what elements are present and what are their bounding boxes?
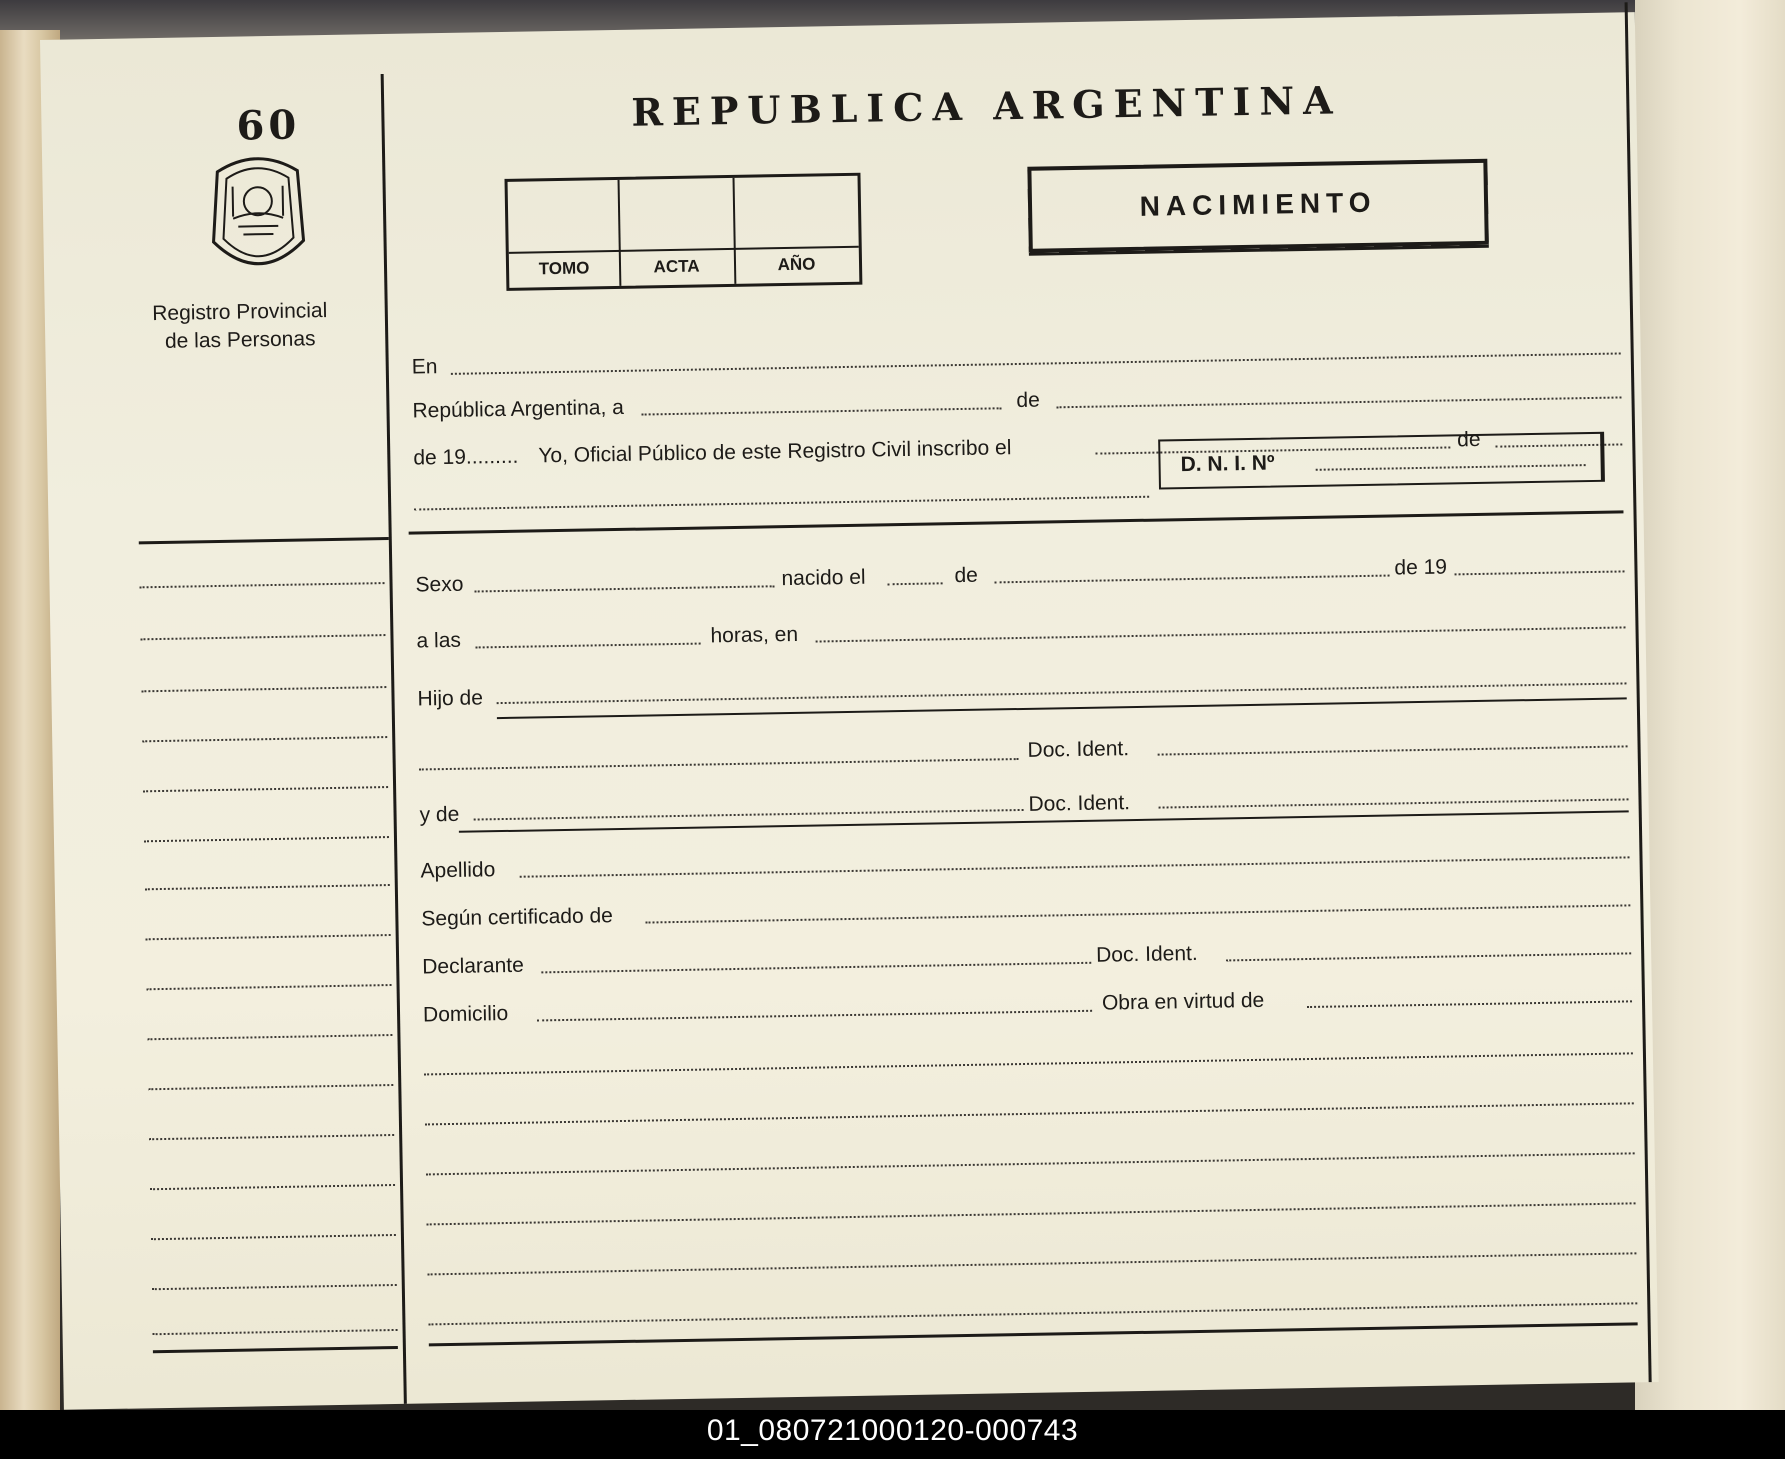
label-nacido: nacido el	[781, 565, 866, 591]
anio-cell[interactable]	[733, 176, 860, 284]
field-doc-ident-3[interactable]	[1226, 952, 1631, 961]
label-de19-b: de 19	[1394, 555, 1448, 580]
label-a-las: a las	[416, 628, 462, 653]
left-column-separator	[139, 537, 389, 544]
margin-line[interactable]	[148, 1084, 393, 1090]
margin-line[interactable]	[153, 1329, 398, 1335]
label-de-2: de	[1456, 427, 1481, 452]
tomo-label: TOMO	[538, 258, 590, 279]
label-doc-ident-2: Doc. Ident.	[1028, 791, 1131, 816]
blank-line[interactable]	[426, 1152, 1635, 1175]
birth-record-form	[40, 12, 1659, 1410]
anio-label: AÑO	[777, 254, 816, 275]
label-y-de: y de	[419, 802, 460, 827]
field-sexo[interactable]	[475, 585, 775, 592]
blank-line[interactable]	[427, 1202, 1636, 1225]
label-sexo: Sexo	[415, 572, 464, 597]
image-caption: 01_080721000120-000743	[706, 1414, 1079, 1447]
field-month[interactable]	[1057, 396, 1622, 408]
dni-box	[1158, 432, 1605, 490]
registry-line-2: de las Personas	[164, 327, 316, 353]
margin-line[interactable]	[142, 736, 387, 742]
label-apellido: Apellido	[420, 858, 496, 883]
field-obra[interactable]	[1307, 1000, 1632, 1008]
field-madre[interactable]	[474, 809, 1024, 821]
field-hora[interactable]	[476, 643, 701, 649]
field-nacido-mes[interactable]	[995, 575, 1390, 584]
header-separator	[409, 510, 1624, 534]
margin-line[interactable]	[140, 634, 385, 640]
margin-line[interactable]	[152, 1284, 397, 1290]
tomo-cell[interactable]	[508, 180, 622, 288]
label-republica: República Argentina, a	[412, 395, 625, 423]
acta-label: ACTA	[653, 256, 700, 277]
field-domicilio[interactable]	[537, 1010, 1092, 1022]
label-de-1: de	[1016, 388, 1040, 413]
margin-line[interactable]	[150, 1184, 395, 1190]
field-en[interactable]	[451, 352, 1621, 374]
bottom-separator	[429, 1322, 1638, 1346]
left-column-divider	[381, 74, 407, 1404]
label-declarante: Declarante	[422, 953, 524, 979]
margin-line[interactable]	[140, 582, 385, 588]
label-domicilio: Domicilio	[422, 1001, 509, 1027]
record-type-box	[1027, 159, 1488, 253]
margin-line[interactable]	[144, 836, 389, 842]
blank-line[interactable]	[424, 1052, 1633, 1075]
record-type-label: NACIMIENTO	[1139, 186, 1377, 222]
margin-line[interactable]	[151, 1234, 396, 1240]
registry-name	[135, 297, 346, 357]
label-doc-ident-1: Doc. Ident.	[1027, 737, 1130, 762]
margin-line[interactable]	[149, 1134, 394, 1140]
field-declarante[interactable]	[541, 962, 1091, 974]
label-de19-a: de 19.........	[413, 444, 519, 470]
page-number: 60	[236, 101, 301, 150]
margin-line[interactable]	[146, 934, 391, 940]
label-hijo-de: Hijo de	[417, 686, 484, 711]
label-de-3: de	[954, 563, 979, 588]
margin-line[interactable]	[147, 1034, 392, 1040]
label-obra: Obra en virtud de	[1101, 988, 1265, 1015]
field-lugar[interactable]	[816, 626, 1626, 642]
field-segun[interactable]	[645, 904, 1630, 923]
blank-line[interactable]	[425, 1102, 1634, 1125]
field-continuation[interactable]	[414, 496, 1149, 511]
field-nacido-dia[interactable]	[888, 582, 943, 585]
field-doc-ident-1[interactable]	[1158, 745, 1628, 755]
margin-line[interactable]	[147, 984, 392, 990]
facing-page	[1635, 0, 1785, 1410]
blank-line[interactable]	[428, 1302, 1637, 1325]
record-reference-box	[504, 173, 862, 291]
country-title: REPUBLICA ARGENTINA	[630, 77, 1342, 135]
provincial-seal-icon	[202, 145, 314, 287]
margin-line[interactable]	[143, 786, 388, 792]
label-horas: horas, en	[710, 622, 799, 648]
field-dni[interactable]	[1316, 464, 1586, 471]
left-bottom-separator	[153, 1346, 398, 1353]
label-yo-oficial: Yo, Oficial Público de este Registro Civil inscribo el	[538, 436, 1012, 468]
margin-line[interactable]	[145, 884, 390, 890]
field-padre-cont[interactable]	[419, 758, 1019, 770]
dni-label: D. N. I. Nº	[1180, 451, 1275, 477]
field-day[interactable]	[642, 407, 1002, 415]
blank-line[interactable]	[428, 1252, 1637, 1275]
field-doc-ident-2[interactable]	[1159, 798, 1629, 808]
field-apellido[interactable]	[520, 856, 1630, 877]
margin-line[interactable]	[141, 686, 386, 692]
label-segun: Según certificado de	[421, 904, 614, 931]
registry-line-1: Registro Provincial	[152, 299, 328, 326]
label-en: En	[411, 355, 438, 379]
field-nacido-anio[interactable]	[1455, 570, 1625, 575]
acta-cell[interactable]	[618, 178, 737, 286]
label-doc-ident-3: Doc. Ident.	[1095, 941, 1198, 967]
